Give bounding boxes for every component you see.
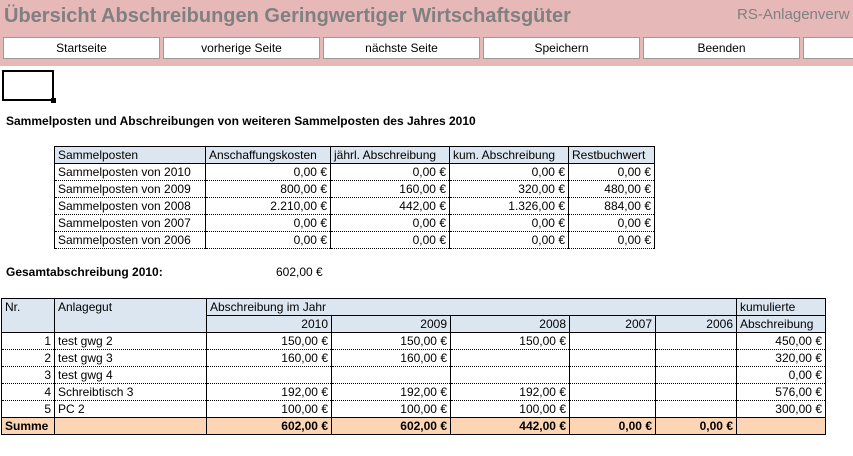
table-row	[55, 198, 655, 215]
next-page-button[interactable]: nächste Seite	[323, 37, 480, 59]
previous-page-button[interactable]: vorherige Seite	[163, 37, 320, 59]
sum-label: Summe	[2, 418, 55, 435]
table-cell[interactable]	[451, 350, 570, 367]
table-cell[interactable]	[570, 367, 656, 384]
save-button[interactable]: Speichern	[483, 37, 640, 59]
table-cell[interactable]: 320,00 €	[737, 350, 826, 367]
table-cell[interactable]: 480,00 €	[569, 181, 655, 198]
sum-cell: 442,00 €	[451, 418, 570, 435]
table-cell[interactable]: 1	[2, 333, 55, 350]
column-header: Nr.	[2, 299, 55, 333]
table-row	[55, 164, 655, 181]
table-cell[interactable]: 100,00 €	[332, 401, 451, 418]
table-cell[interactable]: 0,00 €	[206, 232, 331, 249]
table-cell[interactable]: PC 2	[55, 401, 207, 418]
table-row	[2, 401, 826, 418]
table-cell[interactable]: 150,00 €	[207, 333, 332, 350]
table-cell[interactable]: Sammelposten von 2008	[55, 198, 206, 215]
table-cell[interactable]: 2.210,00 €	[206, 198, 331, 215]
table-cell[interactable]: 884,00 €	[569, 198, 655, 215]
column-header: Abschreibung im Jahr	[207, 299, 737, 316]
column-header: Abschreibung	[737, 316, 826, 333]
table-header-row	[2, 299, 826, 316]
table-cell[interactable]	[656, 350, 737, 367]
table-cell[interactable]: 0,00 €	[450, 164, 569, 181]
table-cell[interactable]: 4	[2, 384, 55, 401]
table-cell[interactable]: Sammelposten von 2006	[55, 232, 206, 249]
table-cell[interactable]: 0,00 €	[331, 232, 450, 249]
table-cell[interactable]: 576,00 €	[737, 384, 826, 401]
table-cell[interactable]: 0,00 €	[569, 164, 655, 181]
column-header: Sammelposten	[55, 147, 206, 164]
fill-handle[interactable]	[51, 98, 56, 103]
sammelposten-table	[54, 146, 655, 249]
table-cell[interactable]	[451, 367, 570, 384]
table-cell[interactable]: Sammelposten von 2010	[55, 164, 206, 181]
table-cell[interactable]: test gwg 3	[55, 350, 207, 367]
table-cell[interactable]: 0,00 €	[737, 367, 826, 384]
table-cell[interactable]: Sammelposten von 2007	[55, 215, 206, 232]
start-button[interactable]: Startseite	[3, 37, 160, 59]
table-cell[interactable]: 160,00 €	[331, 181, 450, 198]
page-title: Übersicht Abschreibungen Geringwertiger Wirtschaftsgüter	[4, 5, 571, 27]
table-row	[55, 232, 655, 249]
table-cell[interactable]: 5	[2, 401, 55, 418]
table-cell[interactable]: 150,00 €	[332, 333, 451, 350]
table-row	[2, 384, 826, 401]
table-cell[interactable]: 2	[2, 350, 55, 367]
table-cell[interactable]: 160,00 €	[207, 350, 332, 367]
table-cell[interactable]: 160,00 €	[332, 350, 451, 367]
total-depreciation-label: Gesamtabschreibung 2010:	[6, 265, 163, 279]
table-cell[interactable]: 0,00 €	[450, 215, 569, 232]
column-header: kumulierte	[737, 299, 826, 316]
table-cell[interactable]: 0,00 €	[331, 215, 450, 232]
table-cell[interactable]: 0,00 €	[331, 164, 450, 181]
table-row	[55, 181, 655, 198]
table-cell[interactable]: 320,00 €	[450, 181, 569, 198]
sum-cell: 0,00 €	[570, 418, 656, 435]
year-header: 2006	[656, 316, 737, 333]
active-cell[interactable]	[2, 70, 54, 101]
sum-cell	[737, 418, 826, 435]
column-header: Anschaffungskosten	[206, 147, 331, 164]
year-header: 2007	[570, 316, 656, 333]
sum-row	[2, 418, 826, 435]
table-cell[interactable]: 0,00 €	[569, 215, 655, 232]
table-cell[interactable]: test gwg 2	[55, 333, 207, 350]
asset-depreciation-table	[1, 298, 826, 435]
table-cell[interactable]: 100,00 €	[451, 401, 570, 418]
table-cell[interactable]: 0,00 €	[450, 232, 569, 249]
year-header: 2010	[207, 316, 332, 333]
table-cell[interactable]	[207, 367, 332, 384]
table-cell	[55, 418, 207, 435]
table-cell[interactable]	[570, 333, 656, 350]
section-heading: Sammelposten und Abschreibungen von weiteren Sammelposten des Jahres 2010	[6, 114, 476, 128]
table-cell[interactable]	[570, 401, 656, 418]
table-cell[interactable]	[656, 401, 737, 418]
exit-button[interactable]: Beenden	[643, 37, 800, 59]
table-cell[interactable]	[656, 367, 737, 384]
table-cell[interactable]: 300,00 €	[737, 401, 826, 418]
table-cell[interactable]: 192,00 €	[332, 384, 451, 401]
table-cell[interactable]: 0,00 €	[206, 164, 331, 181]
table-cell[interactable]: Schreibtisch 3	[55, 384, 207, 401]
year-header: 2009	[332, 316, 451, 333]
table-cell[interactable]: 1.326,00 €	[450, 198, 569, 215]
app-name: RS-Anlagenverw	[737, 6, 850, 23]
table-cell[interactable]: test gwg 4	[55, 367, 207, 384]
total-depreciation-value: 602,00 €	[276, 265, 323, 279]
table-cell[interactable]	[570, 384, 656, 401]
sum-cell: 602,00 €	[207, 418, 332, 435]
table-cell[interactable]	[332, 367, 451, 384]
table-cell[interactable]: 3	[2, 367, 55, 384]
navigation-bar	[0, 35, 853, 63]
sum-cell: 602,00 €	[332, 418, 451, 435]
column-header: Restbuchwert	[569, 147, 655, 164]
title-bar	[0, 0, 853, 35]
table-cell[interactable]: 150,00 €	[451, 333, 570, 350]
table-cell[interactable]: 800,00 €	[206, 181, 331, 198]
table-cell[interactable]: 450,00 €	[737, 333, 826, 350]
table-cell[interactable]: 0,00 €	[206, 215, 331, 232]
table-cell[interactable]	[656, 333, 737, 350]
table-cell[interactable]: 100,00 €	[207, 401, 332, 418]
table-row	[2, 350, 826, 367]
table-cell[interactable]: 0,00 €	[569, 232, 655, 249]
header-divider	[0, 63, 853, 66]
table-cell[interactable]: 192,00 €	[207, 384, 332, 401]
table-cell[interactable]	[656, 384, 737, 401]
column-header: Anlagegut	[55, 299, 207, 333]
table-cell[interactable]: 192,00 €	[451, 384, 570, 401]
table-cell[interactable]: Sammelposten von 2009	[55, 181, 206, 198]
table-cell[interactable]	[570, 350, 656, 367]
table-cell[interactable]: 442,00 €	[331, 198, 450, 215]
table-row	[2, 367, 826, 384]
table-header-row	[55, 147, 655, 164]
table-row	[55, 215, 655, 232]
table-row	[2, 333, 826, 350]
year-header: 2008	[451, 316, 570, 333]
sum-cell: 0,00 €	[656, 418, 737, 435]
extra-button[interactable]	[803, 37, 853, 59]
column-header: kum. Abschreibung	[450, 147, 569, 164]
column-header: jährl. Abschreibung	[331, 147, 450, 164]
